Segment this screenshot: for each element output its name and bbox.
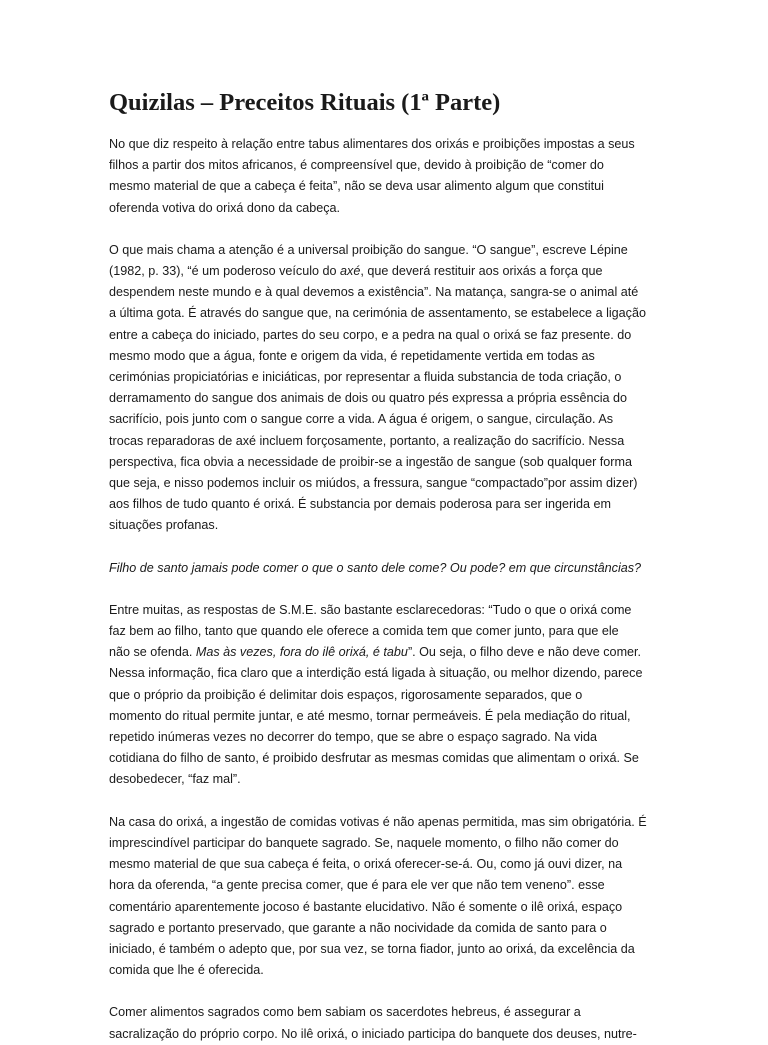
- text-line: Entre muitas, as respostas de S.M.E. são bastante esclarecedoras: “Tudo o que o orixá come: [109, 602, 632, 617]
- text-line: [109, 261, 660, 282]
- text-line: a última gota. É através do sangue que, na cerimónia de assentamento, se estabelece a ligação: [109, 306, 646, 321]
- text-run: não se ofenda.: [109, 645, 196, 660]
- text-line: que o próprio da proibição é delimitar dois espaços, rigorosamente separados, que o: [109, 687, 583, 702]
- text-line: trocas reparadoras de axé incluem forçosamente, portanto, a realização do sacrifício. Nessa: [109, 433, 625, 448]
- text-line: sacrifício, pois junto com o sangue corre a vida. A água é origem, o sangue, circulação. As: [109, 412, 614, 427]
- text-line: [109, 642, 660, 663]
- text-line: sagrado e portanto preservado, que garante a não nocividade da comida de santo para o: [109, 920, 607, 935]
- paragraph-food-taboos: [109, 134, 660, 219]
- text-line: Comer alimentos sagrados como bem sabiam os sacerdotes hebreus, é assegurar a: [109, 1005, 581, 1020]
- text-line: faz bem ao filho, tanto que quando ele oferece a comida tem que comer junto, para que ele: [109, 624, 619, 639]
- text-line: entre a cabeça do iniciado, partes do seu corpo, e a pedra na qual o orixá se faz presente. do: [109, 327, 632, 342]
- italic-term-axe: axé: [340, 264, 361, 279]
- text-line: derramamento do sangue dos animais de dois ou quatro pés expressa a própria essência do: [109, 391, 628, 406]
- text-line: mesmo material de que a cabeça é feita”, não se deva usar alimento algum que constitui: [109, 179, 604, 194]
- text-run: , que deverá restituir aos orixás a força que: [360, 264, 603, 279]
- text-line: Na casa do orixá, a ingestão de comidas votivas é não apenas permitida, mas sim obrigatória. É: [109, 814, 647, 829]
- text-line: comentário aparentemente jocoso é bastante elucidativo. Não é somente o ilê orixá, espaço: [109, 899, 623, 914]
- text-line: comida que lhe é oferecida.: [109, 963, 264, 978]
- text-line: No que diz respeito à relação entre tabus alimentares dos orixás e proibições impostas a seus: [109, 137, 635, 151]
- text-line: aos filhos de tudo quanto é orixá. É substancia por demais poderosa para ser ingerida em: [109, 497, 611, 512]
- text-line: repetido inúmeras vezes no decorrer do tempo, que se abre o espaço sagrado. Na vida: [109, 730, 597, 745]
- paragraph-blood-prohibition: [109, 240, 660, 537]
- text-run: ”. Ou seja, o filho deve e não deve comer.: [407, 645, 642, 660]
- text-line: Filho de santo jamais pode comer o que o santo dele come? Ou pode? em que circunstâncias?: [109, 560, 642, 575]
- text-line: que seja, e nisso podemos incluir os miúdos, a fressura, sangue “compactado”por assim dizer): [109, 476, 638, 491]
- text-line: despendem neste mundo e à qual devemos a existência”. Na matança, sangra-se o animal até: [109, 285, 639, 300]
- document-page: [109, 88, 660, 1045]
- text-line: iniciado, é também o adepto que, por sua vez, se torna fiador, junto ao orixá, da excelência da: [109, 941, 635, 956]
- text-run: (1982, p. 33), “é um poderoso veículo do: [109, 264, 341, 279]
- italic-question: [109, 558, 660, 579]
- text-line: sacralização do próprio corpo. No ilê orixá, o iniciado participa do banquete dos deuses, nutre-: [109, 1026, 637, 1041]
- text-line: cerimónias propiciatórias e iniciáticas, por representar a fluida substancia de toda criação, o: [109, 370, 622, 385]
- text-line: oferenda votiva do orixá dono da cabeça.: [109, 200, 341, 215]
- text-line: perspectiva, fica obvia a necessidade de proibir-se a ingestão de sangue (sob qualquer forma: [109, 454, 632, 469]
- text-line: cotidiana do filho de santo, é proibido desfrutar as mesmas comidas que alimentam o orixá. Se: [109, 751, 639, 766]
- text-line: filhos a partir dos mitos africanos, é compreensível que, devido à proibição de “comer do: [109, 158, 604, 173]
- text-line: desobedecer, “faz mal”.: [109, 772, 241, 787]
- text-line: imprescindível participar do banquete sagrado. Se, naquele momento, o filho não comer do: [109, 835, 619, 850]
- text-line: momento do ritual permite juntar, e até mesmo, tornar permeáveis. É pela mediação do ritual,: [109, 708, 631, 723]
- text-line: O que mais chama a atenção é a universal proibição do sangue. “O sangue”, escreve Lépine: [109, 242, 628, 257]
- paragraph-orixa-house: [109, 812, 660, 982]
- text-line: mesmo modo que a água, fonte e origem da vida, é repetidamente vertida em todas as: [109, 348, 595, 363]
- document-title: Quizilas – Preceitos Rituais (1ª Parte): [109, 89, 501, 116]
- text-line: situações profanas.: [109, 518, 219, 533]
- text-line: mesmo material de que sua cabeça é feita, o orixá oferecer-se-á. Ou, como já ouvi dizer, na: [109, 857, 623, 872]
- italic-quote: Mas às vezes, fora do ilê orixá, é tabu: [195, 645, 408, 660]
- text-line: hora da oferenda, “a gente precisa comer, que é para ele ver que não tem veneno”. esse: [109, 878, 605, 893]
- paragraph-sme-answers: [109, 600, 660, 791]
- text-line: Nessa informação, fica claro que a interdição está ligada à situação, ou melhor dizendo, parece: [109, 666, 643, 681]
